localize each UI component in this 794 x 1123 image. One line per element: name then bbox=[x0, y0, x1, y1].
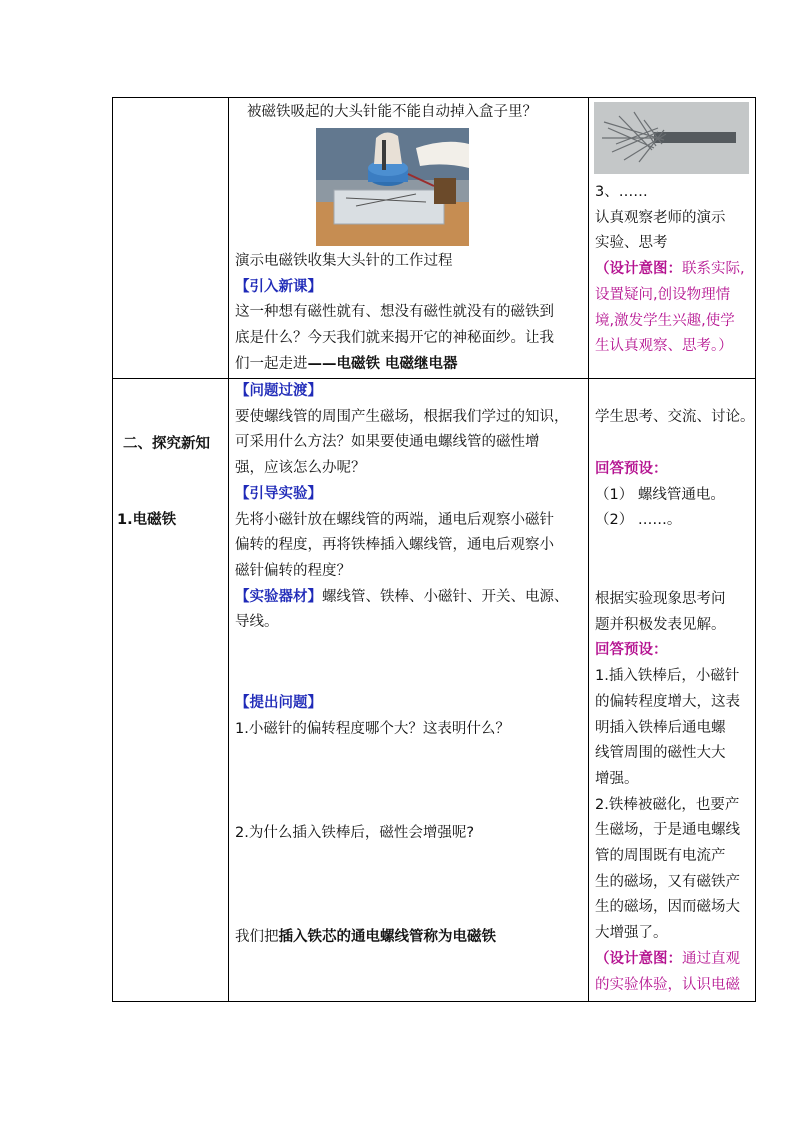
equipment-line-1 bbox=[235, 585, 585, 611]
transition-line-3: 强，应该怎么办呢？ bbox=[235, 460, 366, 477]
answer-b3: 明插入铁棒后通电螺 bbox=[595, 719, 726, 736]
answer-preset-1: 回答预设： bbox=[595, 461, 668, 477]
answer-b5: 增强。 bbox=[595, 770, 639, 787]
intro-line-3-bold: ——电磁铁 电磁继电器 bbox=[307, 355, 458, 372]
table-border-right bbox=[755, 97, 756, 1002]
right-content-a bbox=[595, 457, 755, 534]
think-line-1: 根据实验现象思考问 bbox=[595, 591, 726, 607]
transition-tag: 【问题过渡】 bbox=[235, 383, 322, 399]
answer-c4: 生的磁场，又有磁铁产 bbox=[595, 873, 740, 890]
design-intent-4: 生认真观察、思考。） bbox=[595, 338, 733, 355]
right-item-3: 3、…… bbox=[595, 184, 648, 200]
transition-line-2: 可采用什么方法？如果要使通电螺线管的磁性增 bbox=[235, 434, 540, 451]
section-title: 二、探究新知 bbox=[123, 436, 210, 452]
intro-line-3-prefix: 们一起走进 bbox=[235, 355, 308, 372]
answer-c6: 大增强了。 bbox=[595, 925, 668, 942]
guide-line-2: 偏转的程度，再将铁棒插入螺线管，通电后观察小 bbox=[235, 537, 554, 554]
design-intent-1 bbox=[595, 257, 755, 283]
equipment-list: 螺线管、铁棒、小磁针、开关、电源、 bbox=[322, 588, 569, 605]
table-border-left bbox=[112, 97, 113, 1002]
guide-line-1: 先将小磁针放在螺线管的两端，通电后观察小磁针 bbox=[235, 511, 554, 528]
question-2: 2.为什么插入铁棒后，磁性会增强呢? bbox=[235, 825, 475, 841]
answer-b1: 1.插入铁棒后，小磁针 bbox=[595, 668, 740, 685]
table-divider-1 bbox=[228, 97, 229, 1002]
answer-c2: 生磁场，于是通电螺线 bbox=[595, 822, 740, 839]
right-observe-2: 实验、思考 bbox=[595, 235, 668, 252]
answer-a2: （2） ……。 bbox=[595, 512, 682, 529]
subsection-title: 1.电磁铁 bbox=[117, 512, 177, 528]
intro-line-2: 底是什么？今天我们就来揭开它的神秘面纱。让我 bbox=[235, 330, 554, 347]
design-intent-b1 bbox=[595, 947, 755, 973]
intro-tag: 【引入新课】 bbox=[235, 278, 322, 295]
design-intent-2: 设置疑问,创设物理情 bbox=[595, 286, 731, 303]
top-middle-text bbox=[235, 249, 585, 378]
electromagnet-demo-photo bbox=[316, 128, 469, 246]
pins-on-magnet-photo bbox=[594, 102, 749, 174]
design-intent-3: 境,激发学生兴趣,使学 bbox=[595, 312, 735, 329]
design-intent-b1-rest: 通过直观 bbox=[682, 950, 740, 967]
right-discuss: 学生思考、交流、讨论。 bbox=[595, 409, 755, 425]
table-border-top bbox=[112, 97, 756, 98]
equipment-line-2: 导线。 bbox=[235, 614, 279, 631]
answer-b4: 线管周围的磁性大大 bbox=[595, 745, 726, 762]
design-intent-1-rest: 联系实际, bbox=[682, 261, 745, 278]
ask-tag: 【提出问题】 bbox=[235, 695, 322, 711]
answer-preset-2: 回答预设： bbox=[595, 642, 668, 659]
answer-c3: 管的周围既有电流产 bbox=[595, 848, 726, 865]
guide-line-3: 磁针偏转的程度？ bbox=[235, 562, 351, 579]
design-intent-b2: 的实验体验，认识电磁 bbox=[595, 976, 740, 993]
think-line-2: 题并积极发表见解。 bbox=[595, 616, 726, 633]
answer-c5: 生的磁场，因而磁场大 bbox=[595, 899, 740, 916]
equipment-tag: 【实验器材】 bbox=[235, 588, 322, 605]
question-text: 被磁铁吸起的大头针能不能自动掉入盒子里？ bbox=[247, 104, 537, 120]
answer-c1: 2.铁棒被磁化，也要产 bbox=[595, 796, 740, 813]
conclusion-prefix: 我们把 bbox=[235, 929, 279, 945]
guide-tag: 【引导实验】 bbox=[235, 485, 322, 502]
top-right-text bbox=[595, 180, 755, 360]
design-intent-b-label: （设计意图： bbox=[595, 950, 682, 967]
pins-illustration bbox=[594, 102, 749, 174]
conclusion-line bbox=[235, 925, 496, 951]
table-border-bottom bbox=[112, 1001, 756, 1002]
conclusion-bold: 插入铁芯的通电螺线管称为电磁铁 bbox=[278, 929, 496, 945]
transition-line-1: 要使螺线管的周围产生磁场，根据我们学过的知识， bbox=[235, 408, 569, 425]
design-intent-label: （设计意图： bbox=[595, 261, 682, 278]
question-1: 1.小磁针的偏转程度哪个大？这表明什么？ bbox=[235, 721, 510, 737]
right-observe-1: 认真观察老师的演示 bbox=[595, 209, 726, 226]
electromagnet-demo-illustration bbox=[316, 128, 469, 246]
answer-a1: （1） 螺线管通电。 bbox=[595, 486, 725, 503]
right-content-b bbox=[595, 587, 755, 998]
middle-content-a bbox=[235, 379, 585, 636]
photo-caption: 演示电磁铁收集大头针的工作过程 bbox=[235, 253, 453, 269]
table-divider-2 bbox=[588, 97, 589, 1002]
answer-b2: 的偏转程度增大，这表 bbox=[595, 693, 740, 710]
intro-line-1: 这一种想有磁性就有、想没有磁性就没有的磁铁到 bbox=[235, 304, 554, 321]
intro-line-3 bbox=[235, 352, 585, 378]
